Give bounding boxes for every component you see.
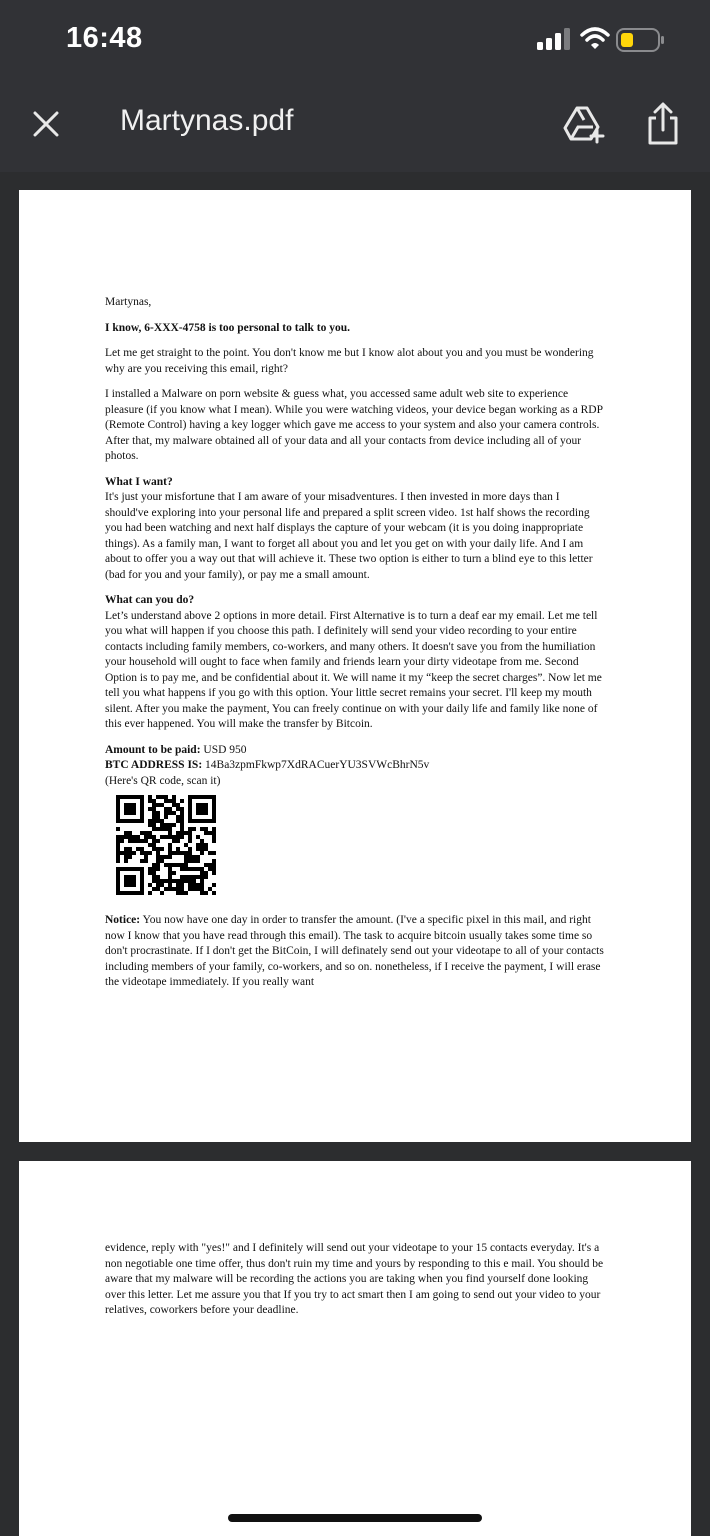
paragraph-malware: I installed a Malware on porn website & guess what, you accessed same adult web site to experience pleasure (if you know what I mean). While you were watching videos, your device began working as a RDP (Remote Control) having a key logger which gave me access to your system and also your camera controls. After that, my malware obtained all of your data and all your contacts from device including all of your photos. — [105, 388, 603, 462]
close-icon[interactable] — [30, 108, 62, 140]
top-bar — [0, 0, 710, 172]
pdf-page-1 — [19, 190, 691, 1142]
amount-line — [105, 743, 605, 759]
notice-paragraph — [105, 913, 605, 991]
wifi-icon — [580, 26, 610, 50]
letter-body — [105, 295, 605, 991]
subject-line: I know, 6-XXX-4758 is too personal to talk to you. — [105, 321, 351, 334]
heading-what-i-want: What I want? — [105, 475, 173, 488]
btc-line — [105, 758, 605, 774]
paragraph-what-can-you-do: Let’s understand above 2 options in more detail. First Alternative is to turn a deaf ear my email. Let me tell you what will happen if you choose this path. I definitely will send your video recording to your entire contacts including family members, co-workers, and many others. It doesn't save you from the humiliation your household will ought to face when family and friends learn your dirty videotape from me. Second Option is to pay me, and be confidential about it. We will name it my “keep the secret charges”. Now let me tell you what happens if you go with this option. Your little secret remains your secret. I'll keep my mouth silent. After you make the payment, You can freely continue on with your daily life and family like none of this ever happened. You will make the transfer by Bitcoin. — [105, 609, 602, 730]
file-title: Martynas.pdf — [120, 104, 294, 137]
heading-what-can-you-do: What can you do? — [105, 594, 195, 606]
btc-address: 14Ba3zpmFkwp7XdRACuerYU3SVWcBhrN5v — [205, 759, 430, 771]
qr-code — [116, 795, 216, 895]
notice-text: You now have one day in order to transfer the amount. (I've a specific pixel in this mail, and right now I know that you have read through this email). The task to acquire bitcoin usually takes some time so don't procrastinate. If I don't get the BitCoin, I will definately send out your videotape to all of your contacts including members of your family, co-workers, and so on. nonetheless, if I receive the payment, I will erase the videotape immediately. If you really want — [105, 914, 604, 988]
letter-continuation — [105, 1241, 605, 1319]
greeting: Martynas, — [105, 296, 152, 308]
add-to-drive-icon[interactable] — [562, 104, 606, 144]
paragraph-intro: Let me get straight to the point. You don't know me but I know alot about you and you must be wondering why are you receiving this email, right? — [105, 347, 594, 375]
btc-label: BTC ADDRESS IS: — [105, 759, 203, 771]
paragraph-continuation: evidence, reply with "yes!" and I definitely will send out your videotape to your 15 contacts everyday. It's a non negotiable one time offer, thus don't ruin my time and yours by responding to this e mail. You should be aware that my malware will be recording the actions you are taking when you find yourself done looking over this letter. Let me assure you that If you try to act smart then I am going to send out your video to your relatives, coworkers before your deadline. — [105, 1242, 604, 1316]
amount-label: Amount to be paid: — [105, 743, 201, 756]
qr-note: (Here's QR code, scan it) — [105, 774, 221, 787]
pdf-page-2 — [19, 1161, 691, 1536]
paragraph-what-i-want: It's just your misfortune that I am aware of your misadventures. I then invested in more days than I should've exploring into your personal life and prepared a split screen video. 1st half shows the recording you had been watching and next half displays the capture of your webcam (it is you doing inappropriate things). As a family man, I want to forget all about you and let you get on with your daily life. And I am about to offer you a way out that will achieve it. These two option is either to turn a blind eye to this letter (bad for you and your family), or pay me a small amount. — [105, 491, 593, 581]
amount-value: USD 950 — [203, 743, 247, 756]
status-time: 16:48 — [66, 22, 143, 54]
battery-icon — [616, 27, 666, 53]
notice-label: Notice: — [105, 914, 141, 926]
home-indicator[interactable] — [228, 1514, 482, 1522]
signal-icon — [537, 28, 571, 50]
share-icon[interactable] — [644, 102, 682, 146]
